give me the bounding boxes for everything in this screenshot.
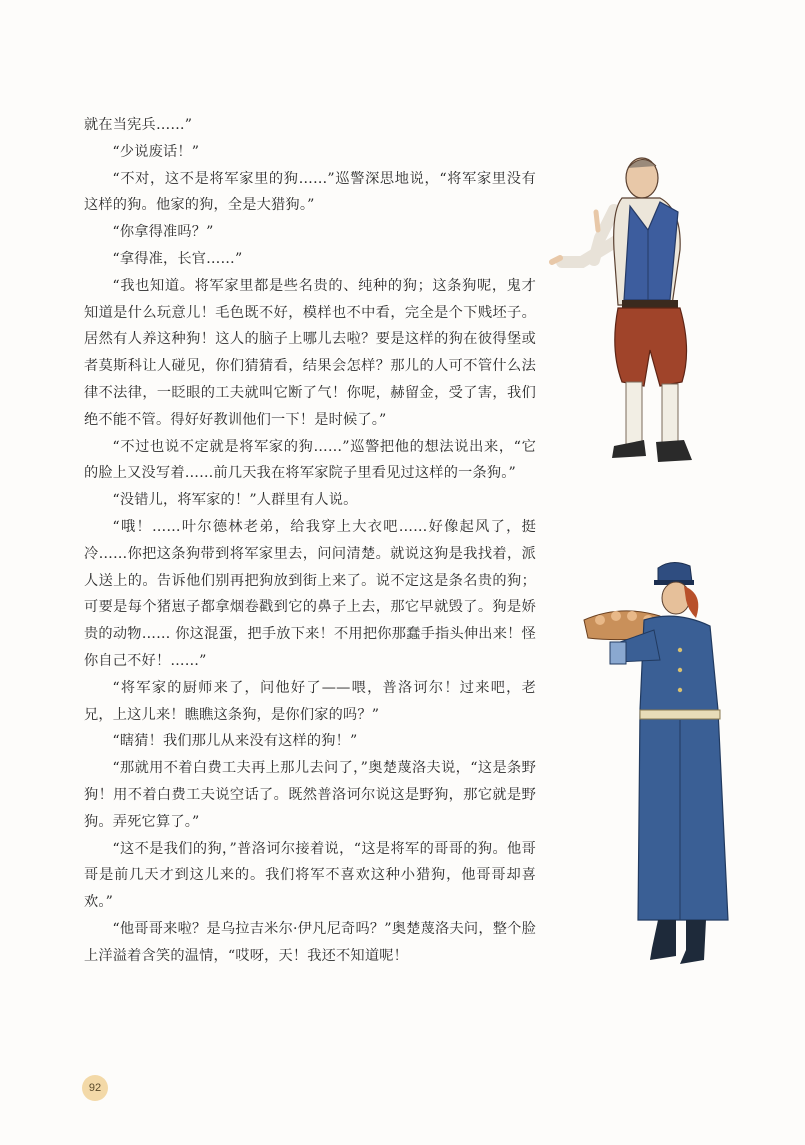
soldier-illustration [580,560,730,970]
paragraph: “拿得准，长官……” [112,250,243,267]
paragraph: “我也知道。将军家里都是些名贵的、纯种的狗；这条狗呢，鬼才知道是什么玩意儿！毛色既不好，模样也不中看，完全是个下贱坯子。居然有人养这种狗！这人的脑子上哪儿去啦？要是这样的狗在彼得堡或者莫斯科让人碰见，你们猜猜看，结果会怎样？那儿的人可不管什么法律不法律，一眨眼的工夫就叫它断了气！你呢，赫留金，受了害，我们绝不能不管。得好好教训他们一下！是时候了。” [84,277,536,428]
paragraph: “哦！……叶尔德林老弟，给我穿上大衣吧……好像起风了，挺冷……你把这条狗带到将军家里去，问问清楚。就说这狗是我找着，派人送上的。告诉他们别再把狗放到街上来了。说不定这是条名贵的狗；可要是每个猪崽子都拿烟卷戳到它的鼻子上去，那它早就毁了。狗是娇贵的动物…… 你这混蛋，把手放下来！不用把你那蠢手指头伸出来！怪你自己不好！……” [84,518,536,669]
paragraph: “那就用不着白费工夫再上那儿去问了，”奥楚蔑洛夫说，“这是条野狗！用不着白费工夫说空话了。既然普洛诃尔说这是野狗，那它就是野狗。弄死它算了。” [84,760,536,830]
paragraph: “瞎猜！我们那儿从来没有这样的狗！” [112,733,358,750]
paragraph: “这不是我们的狗，”普洛诃尔接着说，“这是将军的哥哥的狗。他哥哥是前几天才到这儿来的。我们将军不喜欢这种小猎狗，他哥哥却喜欢。” [84,840,536,911]
paragraph: “不对，这不是将军家里的狗……”巡警深思地说，“将军家里没有这样的狗。他家的狗，全是大猎狗。” [84,170,536,214]
paragraph: “少说废话！” [112,143,200,160]
paragraph: “你拿得准吗？” [112,224,214,241]
paragraph: 就在当宪兵……” [84,117,193,133]
paragraph: “没错儿，将军家的！”人群里有人说。 [112,492,358,509]
paragraph: “不过也说不定就是将军家的狗……”巡警把他的想法说出来，“它的脸上又没写着……前几天我在将军家院子里看见过这样的一条狗。” [84,438,536,482]
body-text [84,112,536,970]
page-number: 92 [82,1075,108,1101]
paragraph: “他哥哥来啦？是乌拉吉米尔·伊凡尼奇吗？”奥楚蔑洛夫问，整个脸上洋溢着含笑的温情，“哎呀，天！我还不知道呢！ [84,920,536,964]
paragraph: “将军家的厨师来了，问他好了——喂，普洛诃尔！过来吧，老兄，上这儿来！瞧瞧这条狗，是你们家的吗？” [84,679,536,723]
gesturing-man-illustration [552,150,742,510]
